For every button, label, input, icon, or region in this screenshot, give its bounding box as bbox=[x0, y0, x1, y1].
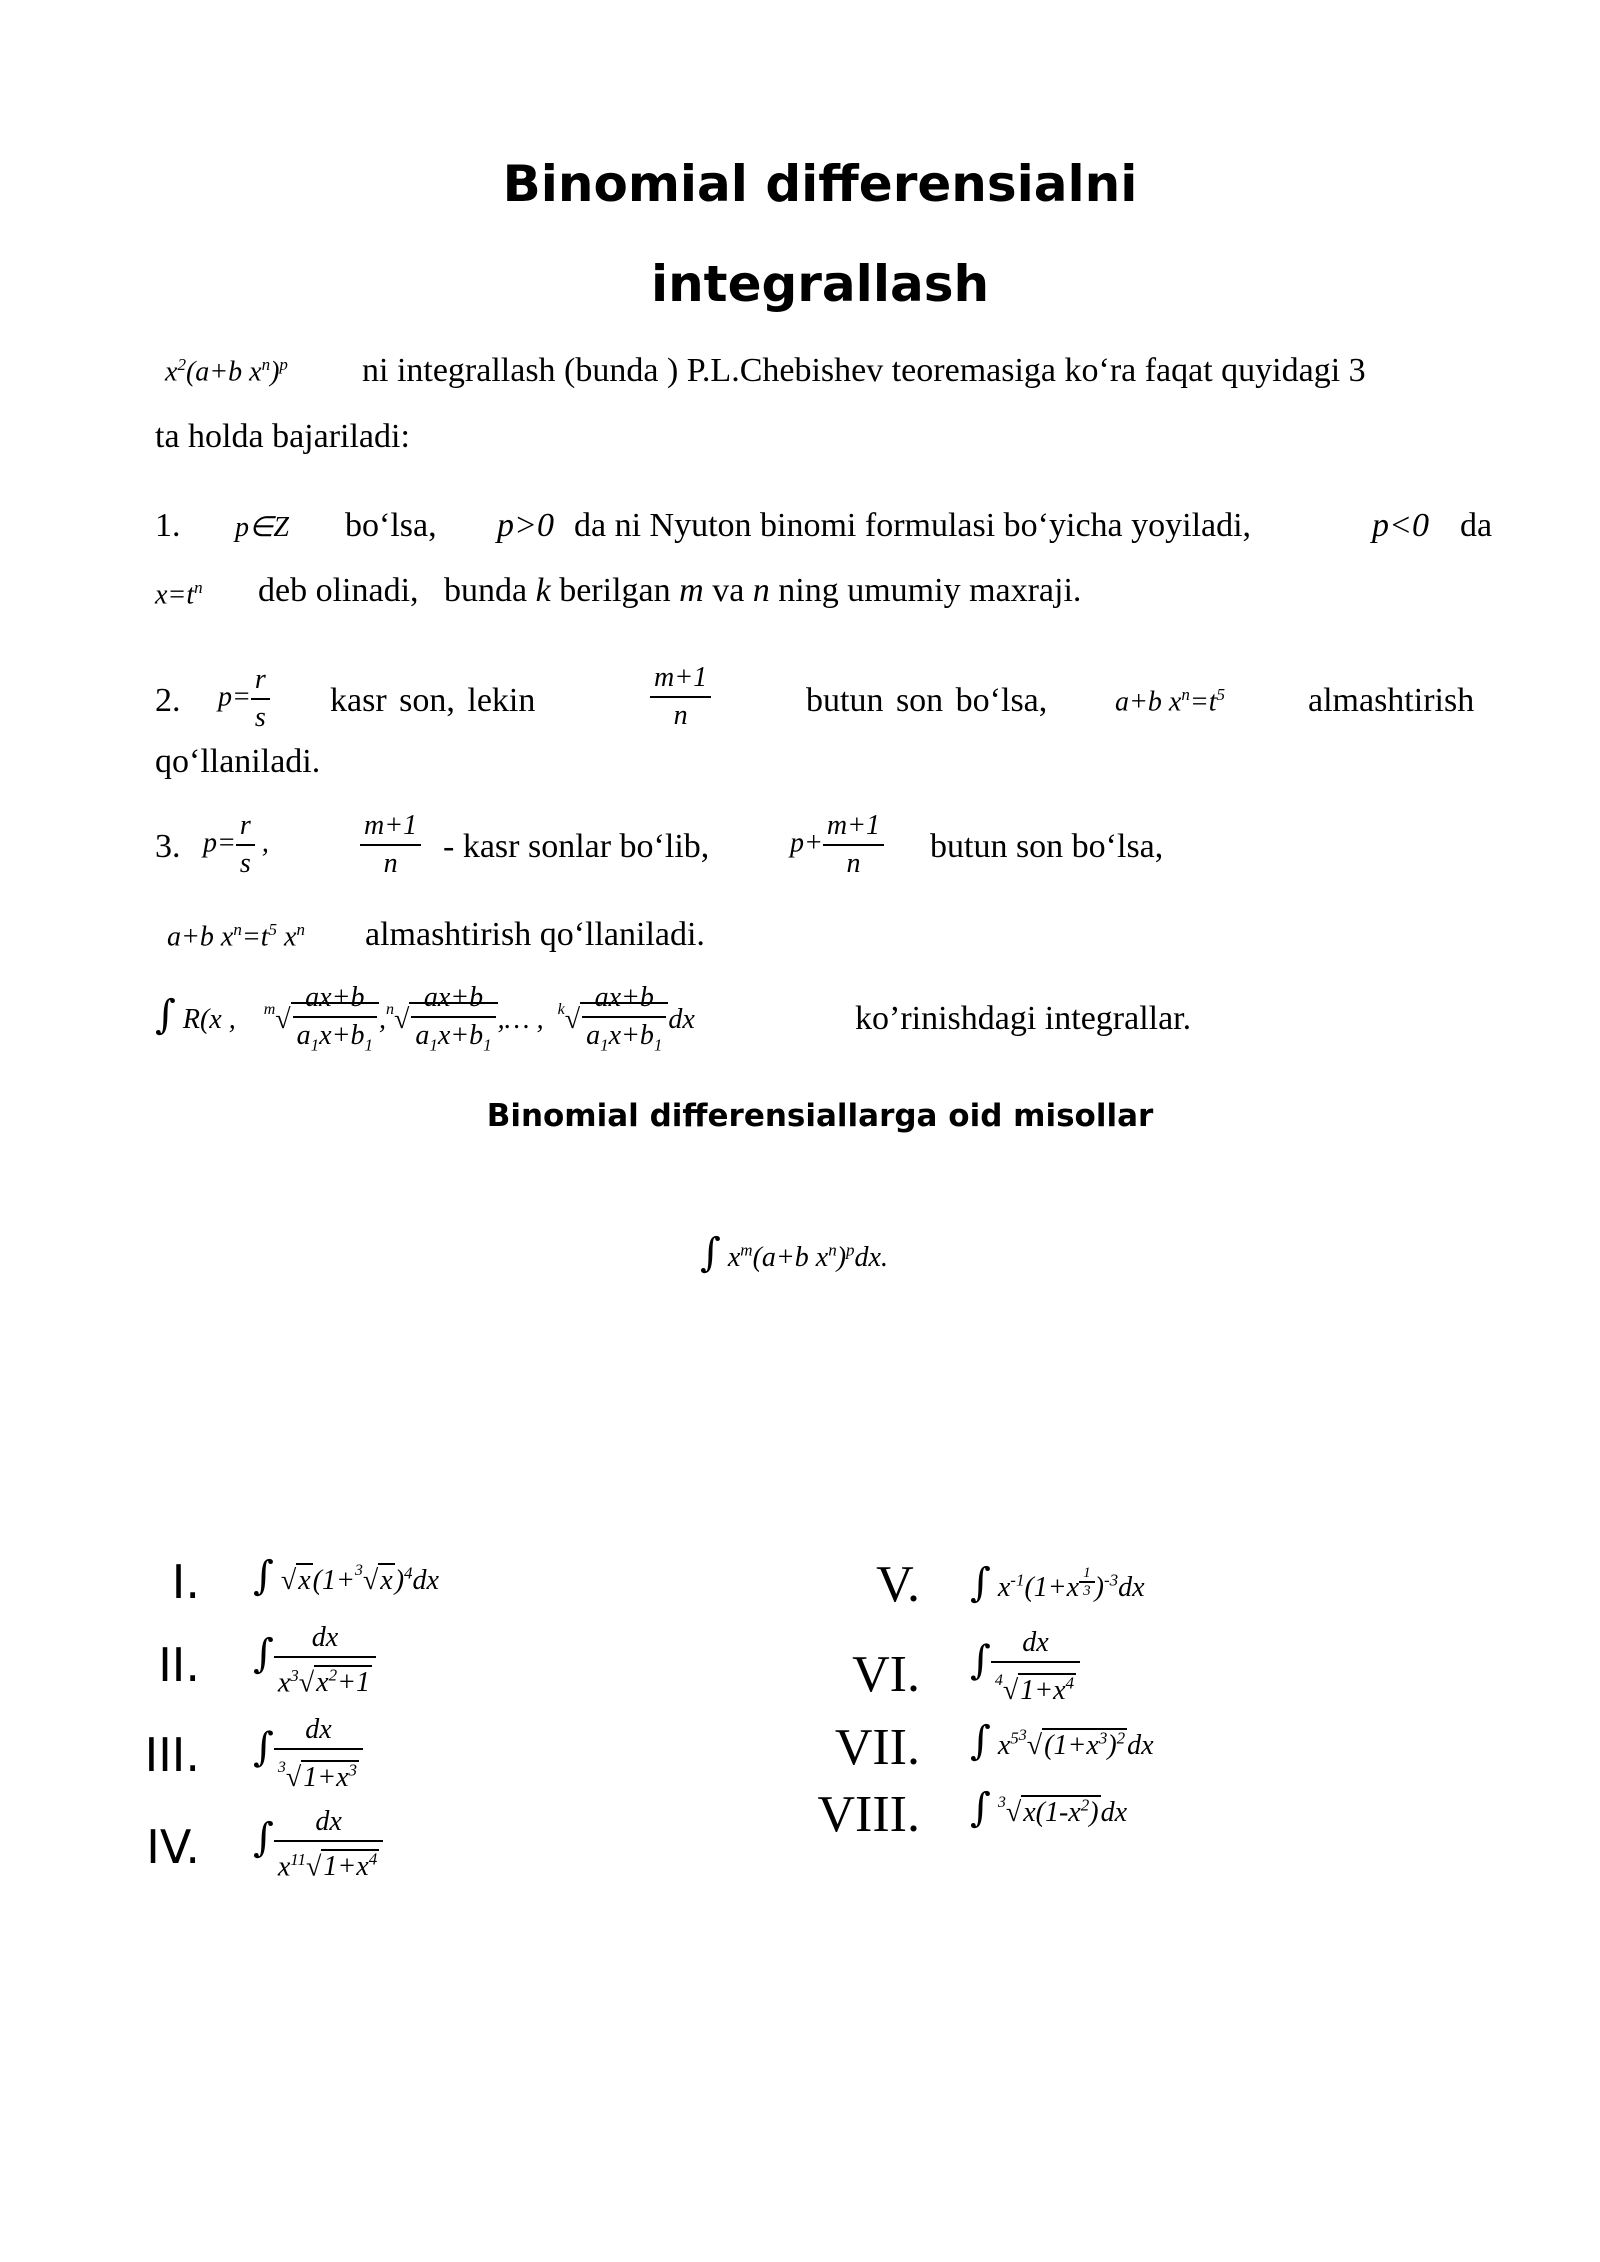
example-label-3: III. bbox=[144, 1728, 200, 1782]
irrational-text: ko’rinishdagi integrallar. bbox=[855, 1000, 1192, 1037]
case3-p-fraction: p= $\frac{r}{s}$ , bbox=[203, 810, 269, 879]
example-label-2: II. bbox=[158, 1638, 200, 1692]
case2-text2: butun son bo‘lsa, bbox=[806, 682, 1048, 719]
example-label-5: V. bbox=[876, 1556, 920, 1613]
case1-text3: da bbox=[1460, 507, 1493, 544]
case1-text2: da ni Nyuton binomi formulasi bo‘yicha yoyiladi, bbox=[574, 507, 1252, 544]
example-formula-4: ∫ $\frac{dx}{x^{11}√1+x^4}$ bbox=[253, 1804, 383, 1885]
case3-text2: butun son bo‘lsa, bbox=[930, 828, 1164, 865]
example-formula-2: ∫ $\frac{dx}{x^3√x^2+1}$ bbox=[253, 1620, 376, 1701]
case2-subst: a+b $x^n=t^5$ bbox=[1115, 685, 1226, 718]
case1-subst: $x=t^n$ bbox=[155, 578, 203, 611]
example-label-8: VIII. bbox=[817, 1786, 920, 1843]
example-formula-1: ∫ $√x(1+^3√x)^4dx$ bbox=[253, 1553, 439, 1599]
case1-cond2: p>0 bbox=[497, 507, 554, 544]
page-title-line2: integrallash bbox=[650, 255, 990, 313]
page-title: Binomial differensialni bbox=[502, 155, 1138, 213]
case3-number: 3. bbox=[155, 828, 181, 865]
case1-number: 1. bbox=[155, 507, 181, 544]
case2-p-fraction: p= $\frac{r}{s}$ bbox=[218, 662, 270, 736]
example-formula-6: ∫ $\frac{dx}{^4√1+x^4}$ bbox=[970, 1625, 1080, 1709]
intro-formula: $x^2(a+b$ $x^n)^p$ bbox=[165, 355, 288, 388]
case2-text4: qo‘llaniladi. bbox=[155, 743, 321, 780]
section-subtitle: Binomial differensiallarga oid misollar bbox=[486, 1098, 1154, 1134]
example-formula-5: ∫ $x^{-1}(1+x$ $^{\frac{1}{3}}$ )$^{-3}$dx bbox=[970, 1560, 1145, 1606]
example-label-6: VI. bbox=[852, 1646, 920, 1703]
case1-text1: bo‘lsa, bbox=[345, 507, 437, 544]
example-label-7: VII. bbox=[834, 1719, 920, 1776]
intro-text: ni integrallash (bunda ) P.L.Chebishev teoremasiga ko‘ra faqat quyidagi 3 bbox=[362, 352, 1366, 389]
case2-mn-fraction: $\frac{m+1}{n}$ bbox=[650, 660, 711, 734]
example-formula-7: ∫ $x^{53}√(1+x^3)^2dx$ bbox=[970, 1718, 1154, 1764]
general-integral: ∫ $x^m(a+b$ $x^n)^pdx$. bbox=[700, 1230, 888, 1276]
case3-text3: almashtirish qo‘llaniladi. bbox=[365, 916, 705, 953]
example-label-4: IV. bbox=[146, 1820, 200, 1874]
case1-line2: deb olinadi, bunda k berilgan m va n ning umumiy maxraji. bbox=[258, 572, 1082, 609]
case3-text1: - kasr sonlar bo‘lib, bbox=[443, 828, 710, 865]
example-label-1: I. bbox=[171, 1555, 200, 1609]
intro-text-2: ta holda bajariladi: bbox=[155, 418, 410, 455]
example-formula-8: ∫ $^3√x(1-x^2)dx$ bbox=[970, 1785, 1127, 1831]
case2-text3: almashtirish bbox=[1308, 682, 1475, 719]
case2-number: 2. bbox=[155, 682, 181, 719]
case1-cond3: p<0 bbox=[1372, 507, 1429, 544]
case2-text1: kasr son, lekin bbox=[330, 682, 536, 719]
case3-mn-fraction: $\frac{m+1}{n}$ bbox=[360, 808, 421, 882]
case3-sum-fraction: p+ $\frac{m+1}{n}$ bbox=[790, 808, 884, 882]
irrational-integral: ∫ R(x , $^m$√ $\frac{ax+b}{a_1x+b_1}$ ,$^n$√ $\frac{ax+b}{a_1x+b_1}$ ,… , $^k$√ $\frac{ax+b}{a_1x+b_1}$ dx bbox=[155, 982, 695, 1055]
case1-cond: p∈Z bbox=[235, 512, 289, 543]
case3-subst: a+b $x^n=t^5$ $x^n$ bbox=[167, 920, 305, 953]
example-formula-3: ∫ $\frac{dx}{^3√1+x^3}$ bbox=[253, 1712, 363, 1796]
